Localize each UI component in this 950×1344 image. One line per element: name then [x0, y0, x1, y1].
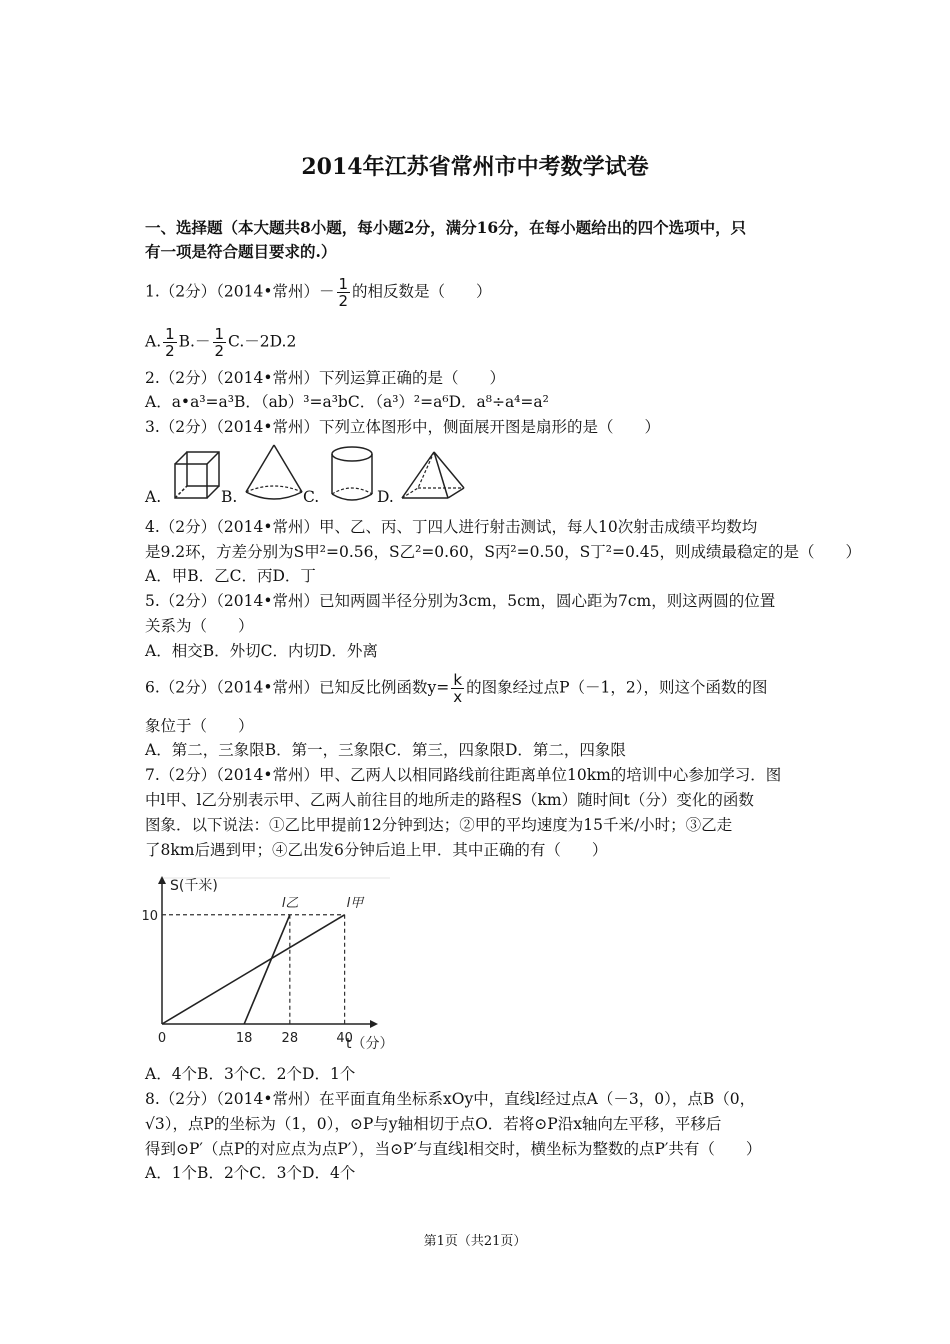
q5-line1: 5.（2分）（2014•常州）已知两圆半径分别为3cm，5cm，圆心距为7cm，则这两圆的位置: [145, 592, 776, 610]
x-axis-arrow: [370, 1020, 378, 1028]
q8-options: A．1个B．2个C．3个D．4个: [145, 1164, 356, 1182]
page-footer: 第1页（共21页）: [423, 1234, 527, 1249]
q6-stem: 6.（2分）（2014•常州）已知反比例函数y= $\frac{k}{x}$ 的图象经过点P（－1，2），则这个函数的图: [145, 671, 768, 706]
q7-chart: [140, 870, 400, 1060]
q4-line1: 4.（2分）（2014•常州）甲、乙、丙、丁四人进行射击测试，每人10次射击成绩平均数均: [145, 518, 758, 536]
q3-label-b: B.: [221, 488, 238, 506]
series-label-1: l乙: [281, 895, 299, 911]
q3-stem: 3.（2分）（2014•常州）下列立体图形中，侧面展开图是扇形的是（ ）: [145, 418, 660, 436]
series-line-1: [244, 915, 290, 1024]
q3-label-c: C.: [303, 488, 320, 506]
q3-label-a: A.: [145, 488, 162, 506]
q8-line2: √3），点P的坐标为（1，0），⊙P与y轴相切于点O．若将⊙P沿x轴向左平移，平移后: [145, 1115, 722, 1133]
x-tick-28: 28: [281, 1031, 299, 1046]
q7-line3: 图象．以下说法：①乙比甲提前12分钟到达；②甲的平均速度为15千米/小时；③乙走: [145, 816, 733, 834]
series-line-0: [162, 915, 345, 1024]
q1-options: A. $\frac{1}{2}$ B.－ $\frac{1}{2}$ C.－2D.2: [145, 325, 297, 360]
section-heading-line1: 一、选择题（本大题共8小题，每小题2分，满分16分，在每小题给出的四个选项中，只: [145, 218, 747, 237]
q1-fraction: $\frac{1}{2}$: [338, 275, 349, 310]
cone-figure: [240, 442, 308, 506]
y-axis-label: S(千米): [170, 878, 218, 894]
x-tick-0: 0: [157, 1031, 167, 1046]
q7-options: A．4个B．3个C．2个D．1个: [145, 1065, 356, 1083]
x-axis-label: t（分）: [346, 1036, 394, 1052]
q3-label-d: D.: [377, 488, 394, 506]
q5-options: A．相交B．外切C．内切D．外离: [145, 642, 378, 660]
cube-figure: [170, 448, 226, 504]
q8-line3: 得到⊙P′（点P的对应点为点P′），当⊙P′与直线l相交时，横坐标为整数的点P′共有（ ）: [145, 1140, 762, 1158]
page-title: 2014年江苏省常州市中考数学试卷: [301, 154, 649, 180]
x-tick-40: 40: [336, 1031, 353, 1046]
q6-fraction: $\frac{k}{x}$: [453, 671, 463, 706]
series-label-0: l甲: [346, 895, 364, 911]
q5-line2: 关系为（ ）: [145, 617, 254, 635]
q8-line1: 8.（2分）（2014•常州）在平面直角坐标系xOy中，直线l经过点A（－3，0），点B（0，: [145, 1090, 756, 1108]
q7-line4: 了8km后遇到甲；④乙出发6分钟后追上甲．其中正确的有（ ）: [145, 841, 608, 859]
pyramid-figure: [398, 448, 468, 504]
x-tick-18: 18: [235, 1031, 253, 1046]
y-axis-arrow: [158, 876, 166, 884]
y-tick-10: 10: [141, 908, 158, 924]
q6-options: A．第二，三象限B．第一，三象限C．第三，四象限D．第二，四象限: [145, 741, 626, 759]
q7-line2: 中l甲、l乙分别表示甲、乙两人前往目的地所走的路程S（km）随时间t（分）变化的函数: [145, 791, 754, 809]
q1-stem: 1.（2分）（2014•常州）－ $\frac{1}{2}$ 的相反数是（ ）: [145, 275, 492, 310]
q2-stem: 2.（2分）（2014•常州）下列运算正确的是（ ）: [145, 369, 505, 387]
q4-options: A．甲B．乙C．丙D．丁: [145, 567, 316, 585]
q7-line1: 7.（2分）（2014•常州）甲、乙两人以相同路线前往距离单位10km的培训中心参加学习．图: [145, 766, 782, 784]
cylinder-figure: [326, 444, 378, 506]
q6-line2: 象位于（ ）: [145, 717, 254, 735]
q4-line2: 是9.2环，方差分别为S甲²=0.56，S乙²=0.60，S丙²=0.50，S丁²=0.45，则成绩最稳定的是（ ）: [145, 543, 861, 561]
section-heading-line2: 有一项是符合题目要求的.）: [145, 242, 337, 261]
q2-options: A．a•a³=a³B．（ab）³=a³bC．（a³）²=a⁶D．a⁸÷a⁴=a²: [145, 393, 549, 411]
